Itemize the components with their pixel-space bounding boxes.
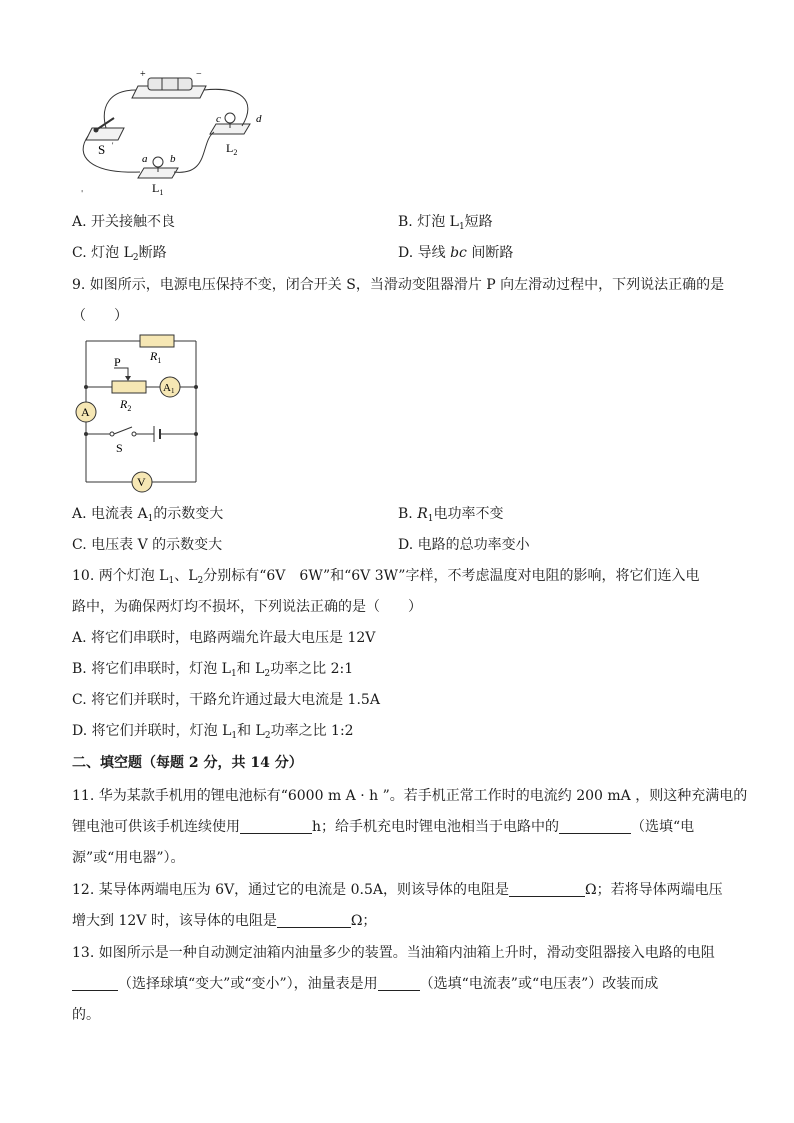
point-b-label: b <box>170 153 176 165</box>
q10-option-d: D. 将它们并联时，灯泡 $L_1$和 $L_2$功率之比 1:2 <box>72 723 354 741</box>
point-d-label: d <box>256 113 262 125</box>
q12-blank-1[interactable] <box>509 882 585 897</box>
q13-blank-2[interactable] <box>378 976 420 991</box>
r1-label: $R_1$ <box>150 349 162 365</box>
q8-option-c: C. 灯泡 $L_2$断路 <box>72 245 167 263</box>
q9-option-a: A. 电流表 $A_1$的示数变大 <box>72 506 224 524</box>
point-a-label: a <box>142 153 148 165</box>
stray-mark: ' <box>81 189 84 198</box>
q10-stem-line1: 10. 两个灯泡 $L_1$、$L_2$分别标有“6V 6W”和“6V 3W”字样，不考虑温度对电阻的影响，将它们连入电 <box>72 568 700 586</box>
point-c-label: c <box>216 113 221 125</box>
l2-label: $L_2$ <box>226 141 238 157</box>
q9-option-b: B. $R_1$电功率不变 <box>398 506 504 524</box>
q11-line3: 源”或“用电器”）。 <box>72 850 185 866</box>
slider-p-label: P <box>114 355 121 369</box>
battery-minus-label: − <box>196 69 202 80</box>
q8-option-a: A. 开关接触不良 <box>72 214 176 230</box>
switch-label: S <box>98 142 106 157</box>
ammeter-a1-label: A1 <box>163 382 175 395</box>
q13-line2: （选择球填“变大”或“变小”），油量表是用 （选填“电流表”或“电压表”）改装而成 <box>72 974 658 994</box>
q13-blank-1[interactable] <box>72 976 118 991</box>
q8-circuit-figure <box>70 66 280 196</box>
q12-blank-2[interactable] <box>277 913 351 928</box>
q13-line3: 的。 <box>72 1007 100 1023</box>
q9-option-d: D. 电路的总功率变小 <box>398 537 530 553</box>
q11-line1: 11. 华为某款手机用的锂电池标有“6000 m A · h ”。若手机正常工作时的电流约 200 mA ，则这种充满电的 <box>72 788 748 804</box>
tiny-mark: ' <box>112 141 114 150</box>
voltmeter-label: V <box>137 475 146 489</box>
q10-option-a: A. 将它们串联时，电路两端允许最大电压是 12V <box>72 630 376 646</box>
q8-option-d: D. 导线 bc 间断路 <box>398 245 514 261</box>
q13-line1: 13. 如图所示是一种自动测定油箱内油量多少的装置。当油箱内油箱上升时，滑动变阻器接入电路的电阻 <box>72 945 715 961</box>
battery-plus-label: + <box>140 69 146 80</box>
q10-option-b: B. 将它们串联时，灯泡 $L_1$和 $L_2$功率之比 2:1 <box>72 661 354 679</box>
q11-blank-2[interactable] <box>559 819 631 834</box>
q9-option-c: C. 电压表 V 的示数变大 <box>72 537 223 553</box>
q12-line2: 增大到 12V 时，该导体的电阻是 Ω； <box>72 913 377 929</box>
section-2-title: 二、填空题（每题 2 分，共 14 分） <box>72 755 303 771</box>
q9-paren: （ ） <box>72 308 128 324</box>
q8-option-b: B. 灯泡 $L_1$短路 <box>398 214 493 232</box>
q10-stem-line2: 路中，为确保两灯均不损坏，下列说法正确的是（ ） <box>72 599 422 615</box>
l1-label: $L_1$ <box>152 181 164 196</box>
q11-blank-1[interactable] <box>240 819 312 834</box>
q9-circuit-figure <box>72 330 212 496</box>
q9-stem: 9. 如图所示，电源电压保持不变，闭合开关 S，当滑动变阻器滑片 P 向左滑动过程中，下列说法正确的是 <box>72 277 725 293</box>
q10-option-c: C. 将它们并联时，干路允许通过最大电流是 1.5A <box>72 692 380 708</box>
q11-line2: 锂电池可供该手机连续使用 h；给手机充电时锂电池相当于电路中的 （选填“电 <box>72 819 695 835</box>
q12-line1: 12. 某导体两端电压为 6V，通过它的电流是 0.5A，则该导体的电阻是 Ω；若将导体两端电压 <box>72 882 723 898</box>
ammeter-a-label: A <box>81 405 90 419</box>
r2-label: $R_2$ <box>120 397 132 413</box>
switch-s-label: S <box>116 441 123 455</box>
